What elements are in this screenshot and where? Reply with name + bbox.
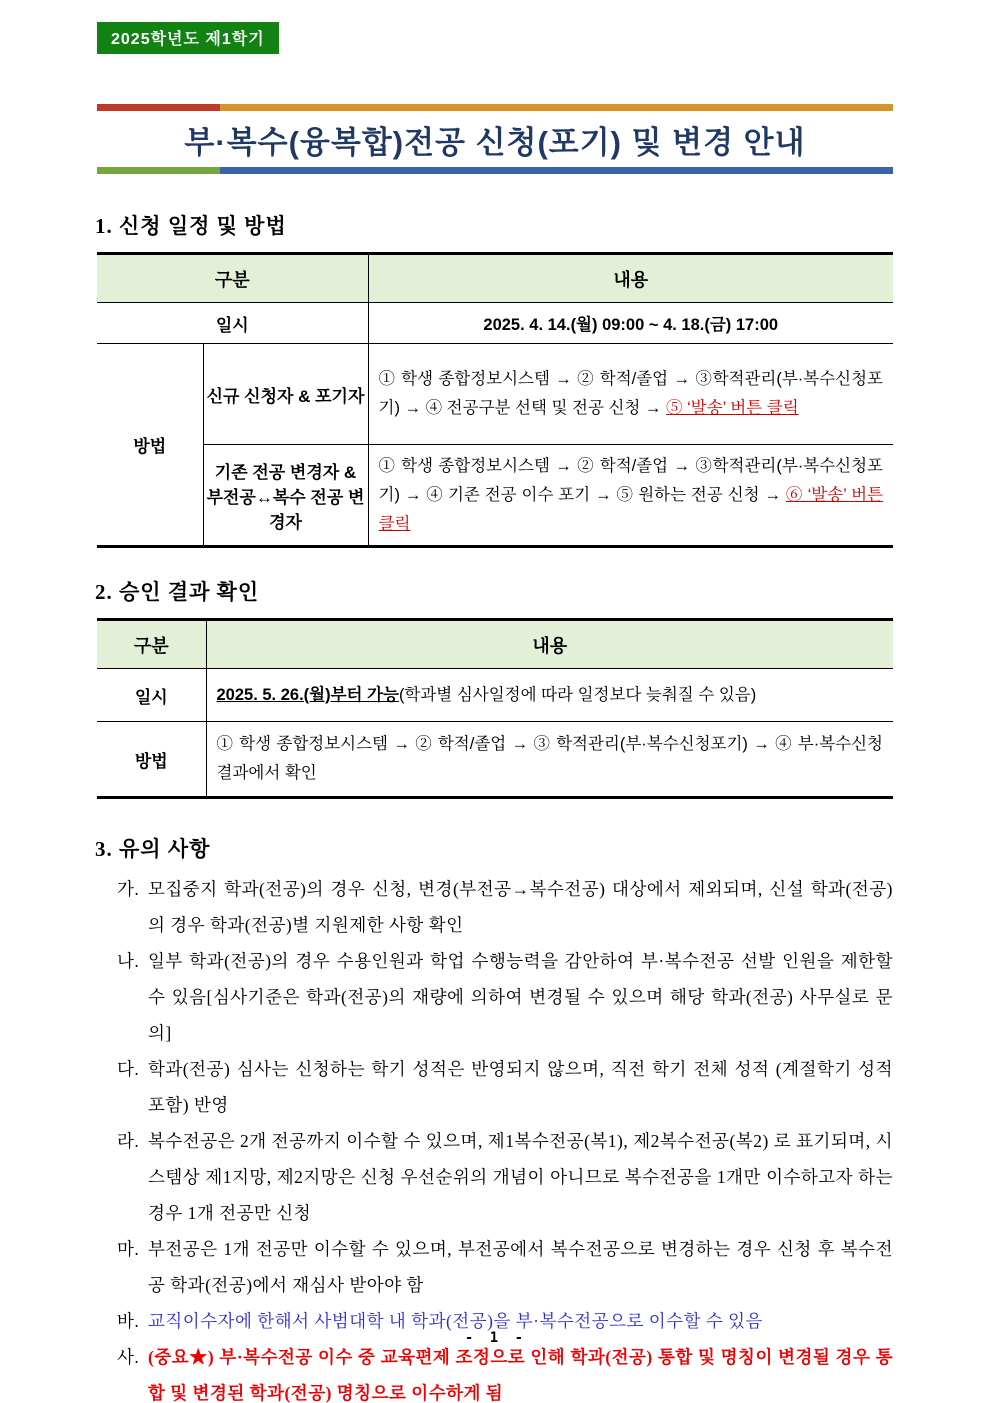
date-label-cell: 일시	[97, 669, 206, 722]
result-date-cell	[206, 669, 893, 722]
send-button-highlight: ⑤ ‘발송’ 버튼 클릭	[666, 399, 799, 417]
accent-blue-segment	[220, 167, 893, 174]
steps-text: ① 학생 종합정보시스템 → ② 학적/졸업 → ③학적관리(부·복수신청포기) → ④ 기존 전공 이수 포기 → ⑤ 원하는 전공 신청 →	[378, 456, 883, 504]
accent-orange-segment	[220, 104, 893, 111]
application-schedule-table	[97, 252, 893, 548]
semester-badge: 2025학년도 제1학기	[97, 22, 279, 54]
notice-text: (중요★) 부·복수전공 이수 중 교육편제 조정으로 인해 학과(전공) 통합 및 명칭이 변경될 경우 통합 및 변경된 학과(전공) 명칭으로 이수하게 됨	[148, 1347, 893, 1403]
column-header-category: 구분	[97, 620, 206, 669]
accent-green-segment	[97, 167, 220, 174]
notice-text: 일부 학과(전공)의 경우 수용인원과 학업 수행능력을 감안하여 부·복수전공 선발 인원을 제한할 수 있음[심사기준은 학과(전공)의 재량에 의하여 변경될 수 있으며 해당 학과(전공) 사무실로 문의]	[148, 951, 893, 1043]
notice-label: 바.	[117, 1311, 140, 1331]
notice-label: 라.	[117, 1131, 140, 1151]
notice-item-ga	[97, 871, 893, 943]
column-header-content: 내용	[206, 620, 893, 669]
notice-text: 복수전공은 2개 전공까지 이수할 수 있으며, 제1복수전공(복1), 제2복수전공(복2) 로 표기되며, 시스템상 제1지망, 제2지망은 신청 우선순위의 개념이 아니므로 복수전공을 1개만 이수하고자 하는 경우 1개 전공만 신청	[148, 1131, 893, 1223]
notice-list	[97, 871, 893, 1403]
bottom-accent-bar	[97, 167, 893, 174]
notice-item-da	[97, 1051, 893, 1123]
section3-heading: 3. 유의 사항	[95, 837, 211, 861]
table-header-row	[97, 254, 893, 303]
column-header-content: 내용	[368, 254, 893, 303]
title-block	[97, 104, 893, 174]
top-accent-bar	[97, 104, 893, 111]
approval-result-table	[97, 618, 893, 799]
section1-heading: 1. 신청 일정 및 방법	[95, 214, 287, 238]
date-label-cell: 일시	[97, 303, 368, 344]
notice-item-ra	[97, 1123, 893, 1231]
steps-text: ① 학생 종합정보시스템 → ② 학적/졸업 → ③학적관리(부·복수신청포기) → ④ 전공구분 선택 및 전공 신청 →	[378, 370, 883, 417]
new-applicant-steps-cell	[368, 344, 893, 445]
page-number: - 1 -	[464, 1330, 528, 1346]
notice-text: 교직이수자에 한해서 사범대학 내 학과(전공)을 부·복수전공으로 이수할 수 있음	[148, 1311, 763, 1331]
table-row	[97, 445, 893, 547]
method-label-cell: 방법	[97, 722, 206, 798]
result-date-emphasis: 2025. 5. 26.(월)부터 가능	[216, 685, 399, 704]
result-date-note: (학과별 심사일정에 따라 일정보다 늦춰질 수 있음)	[398, 685, 757, 704]
notice-text: 부전공은 1개 전공만 이수할 수 있으며, 부전공에서 복수전공으로 변경하는 경우 신청 후 복수전공 학과(전공)에서 재심사 받아야 함	[148, 1239, 893, 1295]
document-content	[97, 0, 893, 1403]
notice-text: 모집중지 학과(전공)의 경우 신청, 변경(부전공→복수전공) 대상에서 제외되며, 신설 학과(전공)의 경우 학과(전공)별 지원제한 사항 확인	[148, 879, 893, 935]
notice-item-ma	[97, 1231, 893, 1303]
table-row	[97, 722, 893, 798]
table-header-row	[97, 620, 893, 669]
notice-item-sa	[97, 1339, 893, 1403]
notice-label: 나.	[117, 951, 140, 971]
notice-label: 마.	[117, 1239, 140, 1259]
notice-label: 사.	[117, 1347, 140, 1367]
table-row	[97, 669, 893, 722]
notice-label: 다.	[117, 1059, 140, 1079]
method-label-cell: 방법	[97, 344, 203, 547]
column-header-category: 구분	[97, 254, 368, 303]
page-title: 부·복수(융복합)전공 신청(포기) 및 변경 안내	[184, 125, 806, 160]
changer-category-cell: 기존 전공 변경자 & 부전공↔복수 전공 변경자	[203, 445, 368, 547]
notice-label: 가.	[117, 879, 140, 899]
notice-text: 학과(전공) 심사는 신청하는 학기 성적은 반영되지 않으며, 직전 학기 전체 성적 (계절학기 성적 포함) 반영	[148, 1059, 893, 1115]
section2-heading: 2. 승인 결과 확인	[95, 580, 260, 604]
accent-red-segment	[97, 104, 220, 111]
send-button-highlight: ⑥ ‘발송’ 버튼 클릭	[378, 485, 883, 533]
table-row	[97, 344, 893, 445]
date-value-cell: 2025. 4. 14.(월) 09:00 ~ 4. 18.(금) 17:00	[368, 303, 893, 344]
notice-item-na	[97, 943, 893, 1051]
new-applicant-category-cell: 신규 신청자 & 포기자	[203, 344, 368, 445]
table-row	[97, 303, 893, 344]
result-method-cell: ① 학생 종합정보시스템 → ② 학적/졸업 → ③ 학적관리(부·복수신청포기) → ④ 부·복수신청결과에서 확인	[206, 722, 893, 798]
changer-steps-cell	[368, 445, 893, 547]
